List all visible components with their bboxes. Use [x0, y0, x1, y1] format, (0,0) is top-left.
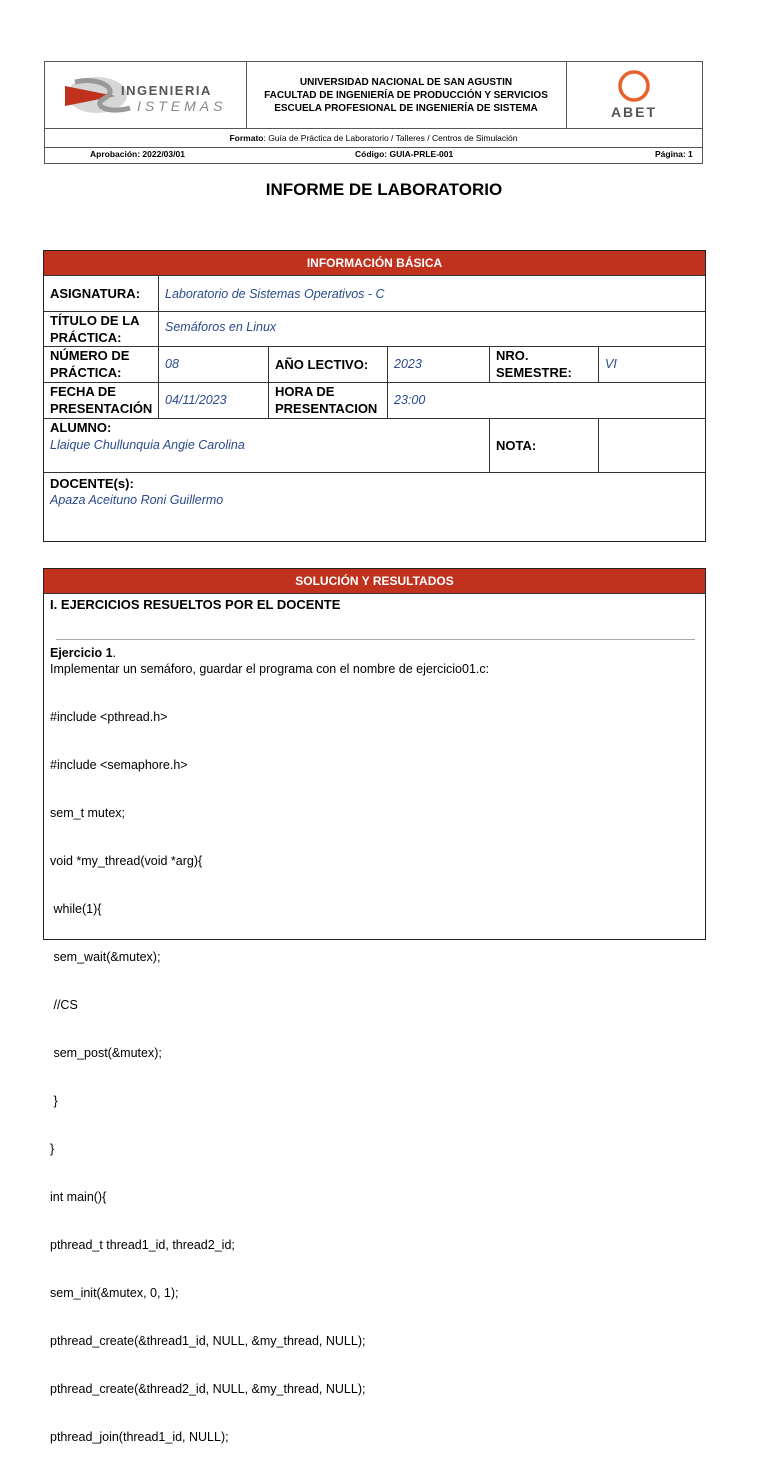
semester-value: VI [599, 347, 705, 383]
semester-label [490, 347, 599, 383]
header-top-row [45, 62, 702, 129]
code-line: void *my_thread(void *arg){ [50, 854, 203, 868]
date-label [44, 383, 159, 419]
year-label: AÑO LECTIVO: [269, 347, 388, 383]
time-label-line1: HORA DE [275, 384, 335, 399]
code-line: sem_post(&mutex); [50, 1046, 162, 1060]
university-name: UNIVERSIDAD NACIONAL DE SAN AGUSTIN [299, 76, 513, 88]
date-value: 04/11/2023 [159, 383, 269, 419]
abet-text: ABET [610, 104, 658, 120]
logo-word-ingenieria: INGENIERIA [121, 83, 212, 98]
exercise-label: Ejercicio 1 [50, 646, 113, 660]
code-line: //CS [50, 998, 78, 1012]
abet-logo [566, 62, 702, 128]
exercise-description: Implementar un semáforo, guardar el programa con el nombre de ejercicio01.c: [50, 662, 490, 676]
semester-label-line2: SEMESTRE: [496, 365, 572, 380]
code-line: sem_t mutex; [50, 806, 126, 820]
approval-row [45, 147, 702, 163]
time-label-line2: PRESENTACION [275, 401, 378, 416]
practice-number-label-line2: PRÁCTICA: [50, 365, 122, 380]
document-header [44, 61, 703, 164]
time-value: 23:00 [388, 383, 705, 419]
subject-value: Laboratorio de Sistemas Operativos - C [159, 276, 705, 312]
code-line: pthread_t thread1_id, thread2_id; [50, 1238, 235, 1252]
ingenieria-sistemas-logo [45, 62, 245, 128]
format-value: : Guía de Práctica de Laboratorio / Talleres / Centros de Simulación [263, 132, 518, 143]
date-label-line1: FECHA DE [50, 384, 116, 399]
approval-date: Aprobación: 2022/03/01 [90, 149, 185, 159]
solution-header: SOLUCIÓN Y RESULTADOS [44, 569, 705, 594]
code-line: #include <pthread.h> [50, 710, 168, 724]
university-block [246, 62, 567, 128]
practice-title-value: Semáforos en Linux [159, 312, 705, 347]
page-number: Página: 1 [655, 149, 693, 159]
student-label: ALUMNO: [50, 420, 112, 435]
document-code: Código: GUIA-PRLE-001 [355, 149, 454, 159]
grade-label: NOTA: [490, 419, 599, 473]
student-cell [44, 419, 490, 473]
practice-number-value: 08 [159, 347, 269, 383]
code-line: #include <semaphore.h> [50, 758, 188, 772]
code-line: sem_wait(&mutex); [50, 950, 161, 964]
code-line: } [50, 1094, 58, 1108]
practice-number-label [44, 347, 159, 383]
abet-circle-icon [566, 62, 702, 128]
separator-line [56, 639, 695, 640]
semester-label-line1: NRO. [496, 348, 529, 363]
code-line: pthread_join(thread1_id, NULL); [50, 1430, 229, 1444]
report-title: INFORME DE LABORATORIO [265, 180, 503, 199]
teacher-label: DOCENTE(s): [50, 476, 134, 491]
code-line: sem_init(&mutex, 0, 1); [50, 1286, 179, 1300]
solution-table [43, 568, 706, 1444]
code-line: while(1){ [50, 902, 102, 916]
school-name: ESCUELA PROFESIONAL DE INGENIERÍA DE SISTEMA [274, 102, 538, 114]
faculty-name: FACULTAD DE INGENIERÍA DE PRODUCCIÓN Y SERVICIOS [264, 89, 548, 101]
format-row [45, 128, 702, 148]
teacher-value: Apaza Aceituno Roni Guillermo [50, 493, 224, 507]
basic-info-table [43, 250, 706, 542]
basic-info-header: INFORMACIÓN BÁSICA [44, 251, 705, 276]
code-line: pthread_create(&thread2_id, NULL, &my_thread, NULL); [50, 1382, 366, 1396]
time-label [269, 383, 388, 419]
exercise-dot: . [112, 646, 117, 660]
code-listing [50, 677, 365, 1477]
faculty-logo [45, 62, 247, 128]
practice-title-label-line1: TÍTULO DE LA [50, 313, 140, 328]
teacher-cell [44, 473, 705, 541]
exercise-heading [50, 645, 116, 661]
practice-number-label-line1: NÚMERO DE [50, 348, 130, 363]
logo-word-sistemas: ISTEMAS [137, 98, 227, 114]
format-label: Formato [229, 132, 264, 143]
code-line: pthread_create(&thread1_id, NULL, &my_thread, NULL); [50, 1334, 366, 1348]
section-title: I. EJERCICIOS RESUELTOS POR EL DOCENTE [50, 597, 341, 612]
code-line: } [50, 1142, 55, 1156]
student-value: Llaique Chullunquia Angie Carolina [50, 438, 245, 452]
date-label-line2: PRESENTACIÓN [50, 401, 153, 416]
year-value: 2023 [388, 347, 490, 383]
practice-title-label-line2: PRÁCTICA: [50, 330, 122, 345]
grade-value [599, 419, 705, 473]
code-line: int main(){ [50, 1190, 107, 1204]
practice-title-label [44, 312, 159, 347]
subject-label: ASIGNATURA: [44, 276, 159, 312]
